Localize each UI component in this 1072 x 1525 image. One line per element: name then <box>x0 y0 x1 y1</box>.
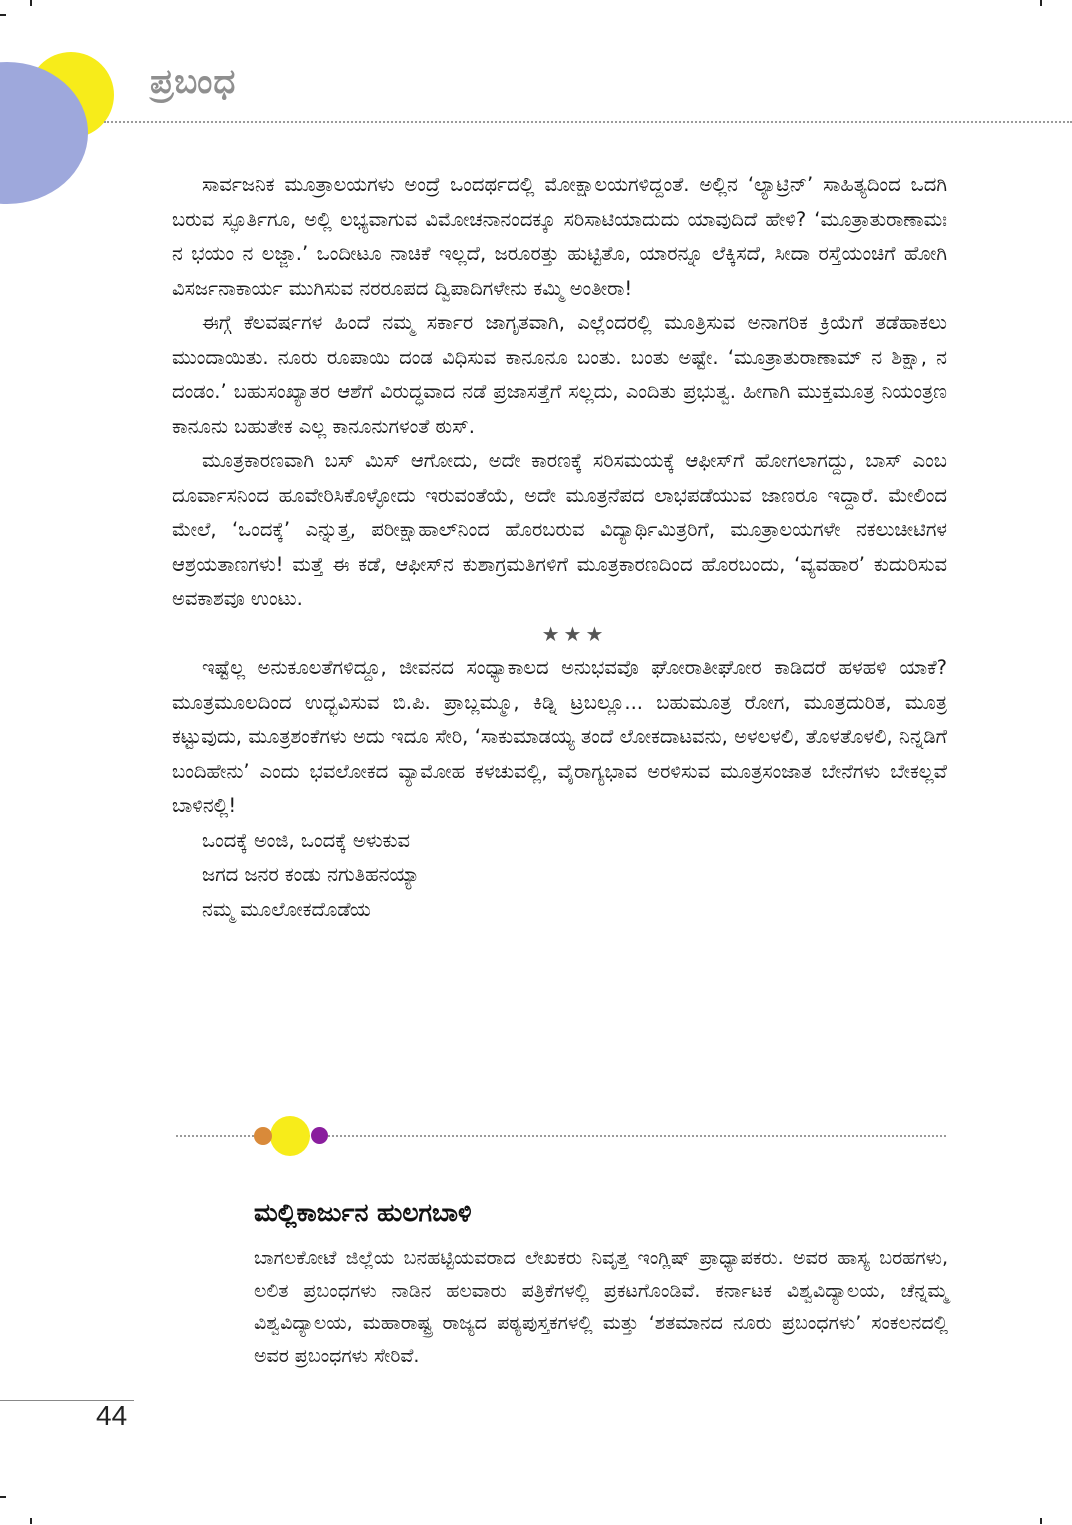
verse-line: ಒಂದಕ್ಕೆ ಅಂಜಿ, ಒಂದಕ್ಕೆ ಅಳುಕುವ <box>202 828 411 852</box>
verse-block <box>172 824 947 928</box>
header-dotted-rule <box>104 121 1072 123</box>
essay-paragraph: ಇಷ್ಟೆಲ್ಲ ಅನುಕೂಲತೆಗಳಿದ್ದೂ, ಜೀವನದ ಸಂಧ್ಯಾಕಾಲದ ಅನುಭವವೊ ಘೋರಾತೀಘೋರ ಕಾಡಿದರೆ ಹಳಹಳಿ ಯಾಕೆ? ಮೂತ್ರಮೂಲದಿಂದ ಉದ್ಭವಿಸುವ ಬಿ.ಪಿ. ಪ್ರಾಬ್ಲಮ್ಮೂ, ಕಿಡ್ನಿ ಟ್ರಬಲ್ಲೂ... ಬಹುಮೂತ್ರ ರೋಗ, ಮೂತ್ರದುರಿತ, ಮೂತ್ರ ಕಟ್ಟುವುದು, ಮೂತ್ರಶಂಕೆಗಳು ಅದು ಇದೂ ಸೇರಿ, ‘ಸಾಕುಮಾಡಯ್ಯ ತಂದೆ ಲೋಕದಾಟವನು, ಅಳಲಳಲಿ, ತೊಳತೊಳಲಿ, ನಿನ್ನಡಿಗೆ ಬಂದಿಹೇನು’ ಎಂದು ಭವಲೋಕದ ವ್ಯಾಮೋಹ ಕಳಚುವಲ್ಲಿ, ವೈರಾಗ್ಯಭಾವ ಅರಳಿಸುವ ಮೂತ್ರಸಂಜಾತ ಬೇನೆಗಳು ಬೇಕಲ್ಲವೆ ಬಾಳಿನಲ್ಲಿ! <box>172 656 947 817</box>
verse-line: ಜಗದ ಜನರ ಕಂಡು ನಗುತಿಹನಯ್ಯಾ <box>202 863 420 886</box>
divider-purple-dot <box>311 1127 328 1144</box>
section-separator: ★★★ <box>541 621 608 646</box>
essay-paragraph: ಸಾರ್ವಜನಿಕ ಮೂತ್ರಾಲಯಗಳು ಅಂದ್ರೆ ಒಂದರ್ಥದಲ್ಲಿ ಮೋಕ್ಷಾಲಯಗಳಿದ್ದಂತೆ. ಅಲ್ಲಿನ ‘ಲ್ಯಾಟ್ರಿನ್’ ಸಾಹಿತ್ಯದಿಂದ ಒದಗಿ ಬರುವ ಸ್ಫೂರ್ತಿಗೂ, ಅಲ್ಲಿ ಲಭ್ಯವಾಗುವ ವಿಮೋಚನಾನಂದಕ್ಕೂ ಸರಿಸಾಟಿಯಾದುದು ಯಾವುದಿದೆ ಹೇಳಿ? ‘ಮೂತ್ರಾತುರಾಣಾಮಃ ನ ಭಯಂ ನ ಲಜ್ಜಾ.’ ಒಂದೀಟೂ ನಾಚಿಕೆ ಇಲ್ಲದೆ, ಜರೂರತ್ತು ಹುಟ್ಟಿತೊ, ಯಾರನ್ನೂ ಲೆಕ್ಕಿಸದೆ, ಸೀದಾ ರಸ್ತೆಯಂಚಿಗೆ ಹೋಗಿ ವಿಸರ್ಜನಾಕಾರ್ಯ ಮುಗಿಸುವ ನರರೂಪದ ದ್ವಿಪಾದಿಗಳೇನು ಕಮ್ಮಿ ಅಂತೀರಾ! <box>172 173 947 300</box>
section-title: ಪ್ರಬಂಧ <box>150 62 237 102</box>
divider-yellow-dot <box>270 1116 310 1156</box>
crop-mark-bottom-center <box>30 1518 32 1524</box>
divider-orange-dot <box>254 1127 272 1145</box>
crop-mark-bottom-left <box>0 1496 6 1498</box>
essay-paragraph: ಈಗ್ಗೆ ಕೆಲವರ್ಷಗಳ ಹಿಂದೆ ನಮ್ಮ ಸರ್ಕಾರ ಜಾಗೃತವಾಗಿ, ಎಲ್ಲೆಂದರಲ್ಲಿ ಮೂತ್ರಿಸುವ ಅನಾಗರಿಕ ಕ್ರಿಯೆಗೆ ತಡೆಹಾಕಲು ಮುಂದಾಯಿತು. ನೂರು ರೂಪಾಯಿ ದಂಡ ವಿಧಿಸುವ ಕಾನೂನೂ ಬಂತು. ಬಂತು ಅಷ್ಟೇ. ‘ಮೂತ್ರಾತುರಾಣಾಮ್ ನ ಶಿಕ್ಷಾ, ನ ದಂಡಂ.’ ಬಹುಸಂಖ್ಯಾತರ ಆಶೆಗೆ ವಿರುದ್ಧವಾದ ನಡೆ ಪ್ರಜಾಸತ್ತೆಗೆ ಸಲ್ಲದು, ಎಂದಿತು ಪ್ರಭುತ್ವ. ಹೀಗಾಗಿ ಮುಕ್ತಮೂತ್ರ ನಿಯಂತ್ರಣ ಕಾನೂನು ಬಹುತೇಕ ಎಲ್ಲ ಕಾನೂನುಗಳಂತೆ ಠುಸ್. <box>172 311 947 438</box>
verse-line: ನಮ್ಮ ಮೂಲೋಕದೊಡೆಯ <box>202 897 371 921</box>
essay-paragraph: ಮೂತ್ರಕಾರಣವಾಗಿ ಬಸ್ ಮಿಸ್ ಆಗೋದು, ಅದೇ ಕಾರಣಕ್ಕೆ ಸರಿಸಮಯಕ್ಕೆ ಆಫೀಸ್‌ಗೆ ಹೋಗಲಾಗದ್ದು, ಬಾಸ್ ಎಂಬ ದೂರ್ವಾಸನಿಂದ ಹೂವೇರಿಸಿಕೊಳ್ಳೋದು ಇರುವಂತೆಯೆ, ಅದೇ ಮೂತ್ರನೆಪದ ಲಾಭಪಡೆಯುವ ಜಾಣರೂ ಇದ್ದಾರೆ. ಮೇಲಿಂದ ಮೇಲೆ, ‘ಒಂದಕ್ಕೆ’ ಎನ್ನುತ್ತ, ಪರೀಕ್ಷಾಹಾಲ್‌ನಿಂದ ಹೊರಬರುವ ವಿದ್ಯಾರ್ಥಿಮಿತ್ರರಿಗೆ, ಮೂತ್ರಾಲಯಗಳೇ ನಕಲುಚೀಟಿಗಳ ಆಶ್ರಯತಾಣಗಳು! ಮತ್ತೆ ಈ ಕಡೆ, ಆಫೀಸ್‌ನ ಕುಶಾಗ್ರಮತಿಗಳಿಗೆ ಮೂತ್ರಕಾರಣದಿಂದ ಹೊರಬಂದು, ‘ವ್ಯವಹಾರ’ ಕುದುರಿಸುವ ಅವಕಾಶವೂ ಉಂಟು. <box>172 449 947 610</box>
author-bio: ಬಾಗಲಕೋಟೆ ಜಿಲ್ಲೆಯ ಬನಹಟ್ಟಿಯವರಾದ ಲೇಖಕರು ನಿವೃತ್ತ ಇಂಗ್ಲಿಷ್ ಪ್ರಾಧ್ಯಾಪಕರು. ಅವರ ಹಾಸ್ಯ ಬರಹಗಳು, ಲಲಿತ ಪ್ರಬಂಧಗಳು ನಾಡಿನ ಹಲವಾರು ಪತ್ರಿಕೆಗಳಲ್ಲಿ ಪ್ರಕಟಗೊಂಡಿವೆ. ಕರ್ನಾಟಕ ವಿಶ್ವವಿದ್ಯಾಲಯ, ಚೆನ್ನಮ್ಮ ವಿಶ್ವವಿದ್ಯಾಲಯ, ಮಹಾರಾಷ್ಟ್ರ ರಾಜ್ಯದ ಪಠ್ಯಪುಸ್ತಕಗಳಲ್ಲಿ ಮತ್ತು ‘ಶತಮಾನದ ನೂರು ಪ್ರಬಂಧಗಳು’ ಸಂಕಲನದಲ್ಲಿ ಅವರ ಪ್ರಬಂಧಗಳು ಸೇರಿವೆ. <box>254 1247 948 1367</box>
crop-mark-top-center <box>30 0 32 6</box>
essay-body <box>172 168 947 927</box>
author-name: ಮಲ್ಲಿಕಾರ್ಜುನ ಹುಲಗಬಾಳಿ <box>254 1198 472 1227</box>
crop-mark-bottom-right <box>1040 1518 1042 1524</box>
crop-mark-top-right <box>1040 0 1042 6</box>
crop-mark-top-left <box>0 14 6 16</box>
page-number: 44 <box>96 1400 128 1431</box>
